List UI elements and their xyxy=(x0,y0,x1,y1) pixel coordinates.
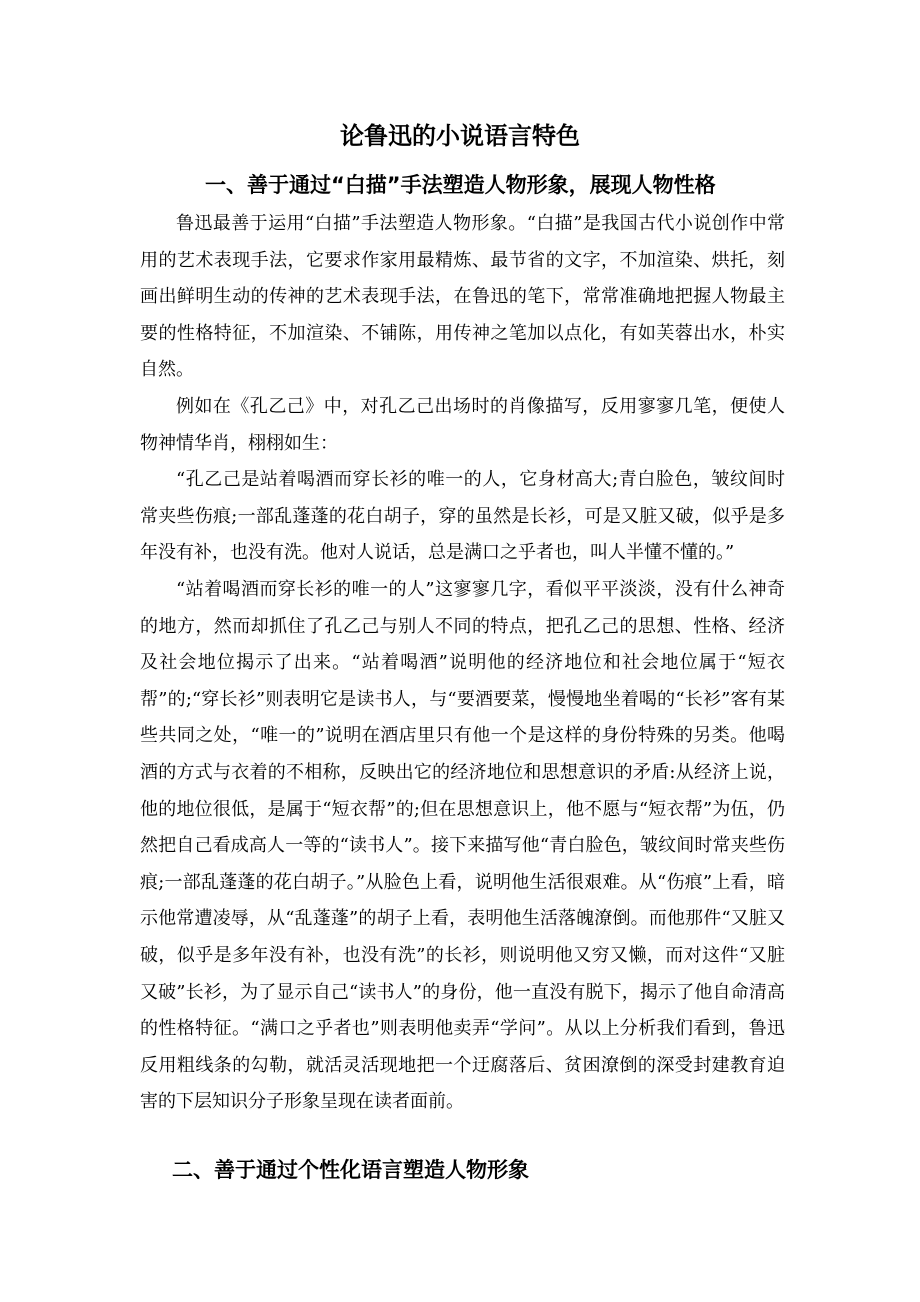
paragraph-baimiao-intro: 鲁迅最善于运用“白描”手法塑造人物形象。“白描”是我国古代小说创作中常用的艺术表现手法，它要求作家用最精炼、最节省的文字，不加渲染、烘托，刻画出鲜明生动的传神的艺术表现手法，在鲁迅的笔下，常常准确地把握人物最主要的性格特征，不加渲染、不铺陈，用传神之笔加以点化，有如芙蓉出水，朴实自然。 xyxy=(140,213,785,381)
paragraph-analysis: “站着喝酒而穿长衫的唯一的人”这寥寥几字，看似平平淡淡，没有什么神奇的地方，然而却抓住了孔乙己与别人不同的特点，把孔乙己的思想、性格、经济及社会地位揭示了出来。“站着喝酒”说明他的经济地位和社会地位属于“短衣帮”的;“穿长衫”则表明它是读书人，与“要酒要菜，慢慢地坐着喝的“长衫”客有某些共同之处，“唯一的”说明在酒店里只有他一个是这样的身份特殊的另类。他喝酒的方式与衣着的不相称，反映出它的经济地位和思想意识的矛盾:从经济上说，他的地位很低，是属于“短衣帮”的;但在思想意识上，他不愿与“短衣帮”为伍，仍然把自己看成高人一等的“读书人”。接下来描写他“青白脸色，皱纹间时常夹些伤痕;一部乱蓬蓬的花白胡子。”从脸色上看，说明他生活很艰难。从“伤痕”上看，暗示他常遭凌辱，从“乱蓬蓬”的胡子上看，表明他生活落魄潦倒。而他那件“又脏又破，似乎是多年没有补，也没有洗”的长衫，则说明他又穷又懒，而对这件“又脏又破”长衫，为了显示自己“读书人”的身份，他一直没有脱下，揭示了他自命清高的性格特征。“满口之乎者也”则表明他卖弄“学问”。从以上分析我们看到，鲁迅反用粗线条的勾勒，就活灵活现地把一个迂腐落后、贫困潦倒的深受封建教育迫害的下层知识分子形象呈现在读者面前。 xyxy=(140,579,785,1113)
section-heading-1: 一、善于通过“白描”手法塑造人物形象，展现人物性格 xyxy=(205,173,716,197)
section-heading-2: 二、善于通过个性化语言塑造人物形象 xyxy=(172,1158,529,1182)
document-title: 论鲁迅的小说语言特色 xyxy=(340,122,580,150)
paragraph-quotation: “孔乙己是站着喝酒而穿长衫的唯一的人，它身材高大;青白脸色，皱纹间时常夹些伤痕;一部乱蓬蓬的花白胡子，穿的虽然是长衫，可是又脏又破，似乎是多年没有补，也没有洗。他对人说话，总是满口之乎者也，叫人半懂不懂的。” xyxy=(140,469,785,564)
paragraph-example-intro: 例如在《孔乙己》中，对孔乙己出场时的肖像描写，反用寥寥几笔，便使人物神情华肖，栩栩如生： xyxy=(140,396,785,454)
